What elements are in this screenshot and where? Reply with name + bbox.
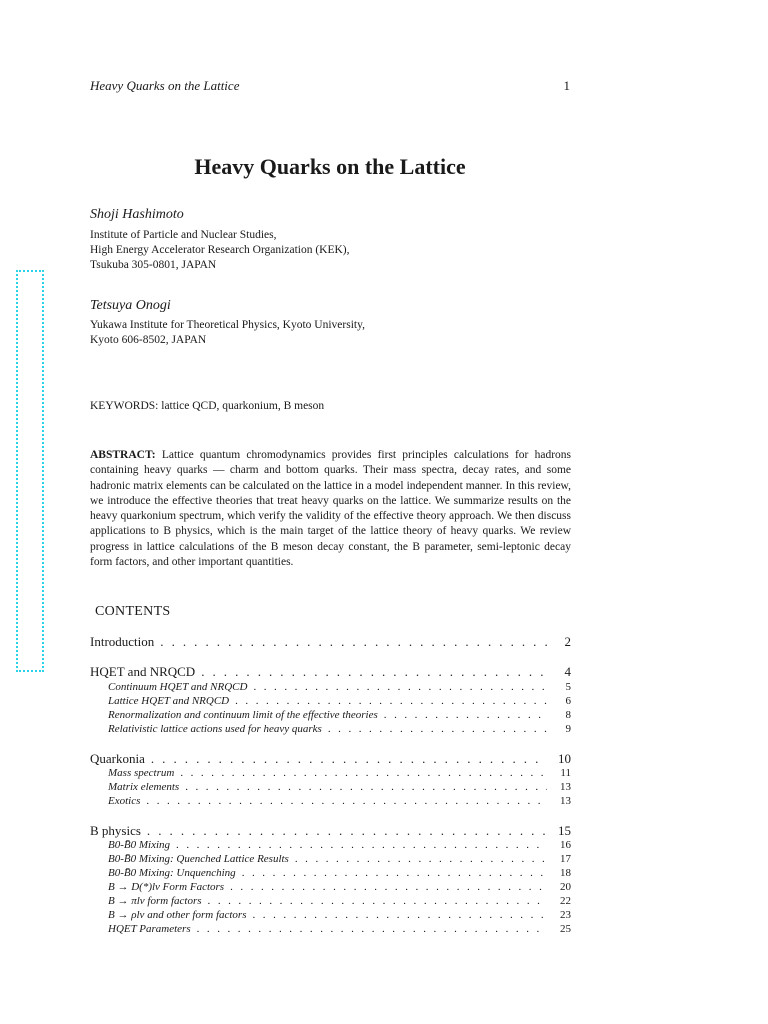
paper-title: Heavy Quarks on the Lattice [194,154,466,179]
toc-entry-page: 13 [560,795,571,807]
toc-entry-page: 6 [565,695,571,707]
toc-entry-title: B → ρlν and other form factors [108,909,247,921]
toc-entry-title: B0-B̄0 Mixing [108,839,171,851]
toc-subentry[interactable] [90,681,571,693]
toc-leader [295,853,547,865]
toc-entry-title: B0-B̄0 Mixing: Quenched Lattice Results [108,853,289,865]
affiliation-line: Tsukuba 305-0801, JAPAN [90,259,217,271]
toc-entry-page: 23 [560,909,571,921]
toc-subentry[interactable] [90,895,571,907]
abstract [90,448,571,570]
toc-entry-page: 18 [560,867,571,879]
toc-leader [201,664,547,680]
toc-leader [242,867,547,879]
toc-leader [235,695,547,707]
toc-subentry[interactable] [90,839,571,851]
toc-entry[interactable] [90,823,571,839]
toc-entry-page: 25 [560,923,571,935]
toc-subentry[interactable] [90,867,571,879]
toc-entry-page: 2 [564,634,571,649]
toc-entry[interactable] [90,634,571,650]
toc-subentry[interactable] [90,695,571,707]
toc-leader [146,795,547,807]
page-number: 1 [563,78,570,93]
toc-entry-title: HQET Parameters [108,923,191,935]
toc-subentry[interactable] [90,781,571,793]
toc-entry[interactable] [90,751,571,767]
toc-entry-page: 10 [558,751,571,766]
toc-entry-title: Relativistic lattice actions used for heavy quarks [108,723,322,735]
keywords-text: lattice QCD, quarkonium, B meson [161,400,325,412]
toc-entry-title: Exotics [108,795,141,807]
toc-entry-page: 15 [558,823,571,838]
toc-leader [384,709,547,721]
toc-leader [230,881,547,893]
toc-subentry[interactable] [90,881,571,893]
toc-leader [160,634,547,650]
toc-leader [180,767,547,779]
toc-subentry[interactable] [90,795,571,807]
author-name-2: Tetsuya Onogi [90,298,171,313]
author-affiliation-1 [90,228,350,273]
running-title: Heavy Quarks on the Lattice [90,78,240,93]
toc-entry-title: Mass spectrum [108,767,175,779]
toc-leader [147,823,547,839]
toc-entry-page: 9 [565,723,571,735]
abstract-text: Lattice quantum chromodynamics provides first principles calculations for hadrons containing heavy quarks — charm and bottom quarks. Their mass spectra, decay rates, and some hadronic matrix elements can be calculated on the lattice in a model independent manner. In this review, we introduce the effective theories that treat heavy quarks on the lattice. We summarize results on the heavy quarkonium spectrum, which verify the validity of the effective theory approach. We then discuss applications to B physics, which is the main target of the lattice theory of heavy quarks. We review progress in lattice calculations of the B meson decay constant, the B parameter, semi-leptonic decay form factors, and other important quantities. [90,449,571,569]
toc-entry-title: Lattice HQET and NRQCD [108,695,230,707]
toc-entry-title: Quarkonia [90,751,145,766]
toc-leader [208,895,547,907]
toc-entry-page: 8 [565,709,571,721]
toc-entry-title: B → πlν form factors [108,895,202,907]
toc-entry-page: 16 [560,839,571,851]
toc-leader [253,909,548,921]
toc-subentry[interactable] [90,709,571,721]
toc-entry-page: 22 [560,895,571,907]
toc-subentry[interactable] [90,909,571,921]
affiliation-line: High Energy Accelerator Research Organization (KEK), [90,244,350,256]
toc-leader [185,781,547,793]
toc-entry[interactable] [90,664,571,680]
toc-entry-page: 17 [560,853,571,865]
toc-entry-title: B0-B̄0 Mixing: Unquenching [108,867,236,879]
keywords [90,400,324,412]
toc-entry-title: Renormalization and continuum limit of the effective theories [108,709,378,721]
toc-subentry[interactable] [90,853,571,865]
toc-leader [253,681,547,693]
toc-entry-page: 5 [565,681,571,693]
affiliation-line: Institute of Particle and Nuclear Studies, [90,229,277,241]
keywords-label: KEYWORDS: [90,400,159,412]
toc-entry-title: HQET and NRQCD [90,664,196,679]
toc-subentry[interactable] [90,923,571,935]
contents-heading: CONTENTS [95,604,171,619]
margin-marker [16,270,44,672]
toc-entry-title: B → D(*)lν Form Factors [108,881,225,893]
toc-leader [176,839,547,851]
toc-entry-title: Introduction [90,634,155,649]
toc-subentry[interactable] [90,723,571,735]
toc-entry-title: Continuum HQET and NRQCD [108,681,248,693]
toc-leader [197,923,547,935]
toc-entry-title: Matrix elements [108,781,180,793]
toc-entry-page: 20 [560,881,571,893]
author-affiliation-2 [90,318,365,348]
toc-entry-page: 11 [560,767,571,779]
affiliation-line: Kyoto 606-8502, JAPAN [90,334,207,346]
toc-entry-page: 4 [564,664,571,679]
toc-entry-page: 13 [560,781,571,793]
toc-entry-title: B physics [90,823,141,838]
abstract-label: ABSTRACT: [90,449,156,461]
toc-subentry[interactable] [90,767,571,779]
author-name-1: Shoji Hashimoto [90,207,184,222]
affiliation-line: Yukawa Institute for Theoretical Physics, Kyoto University, [90,319,365,331]
toc-leader [328,723,547,735]
toc-leader [151,751,547,767]
